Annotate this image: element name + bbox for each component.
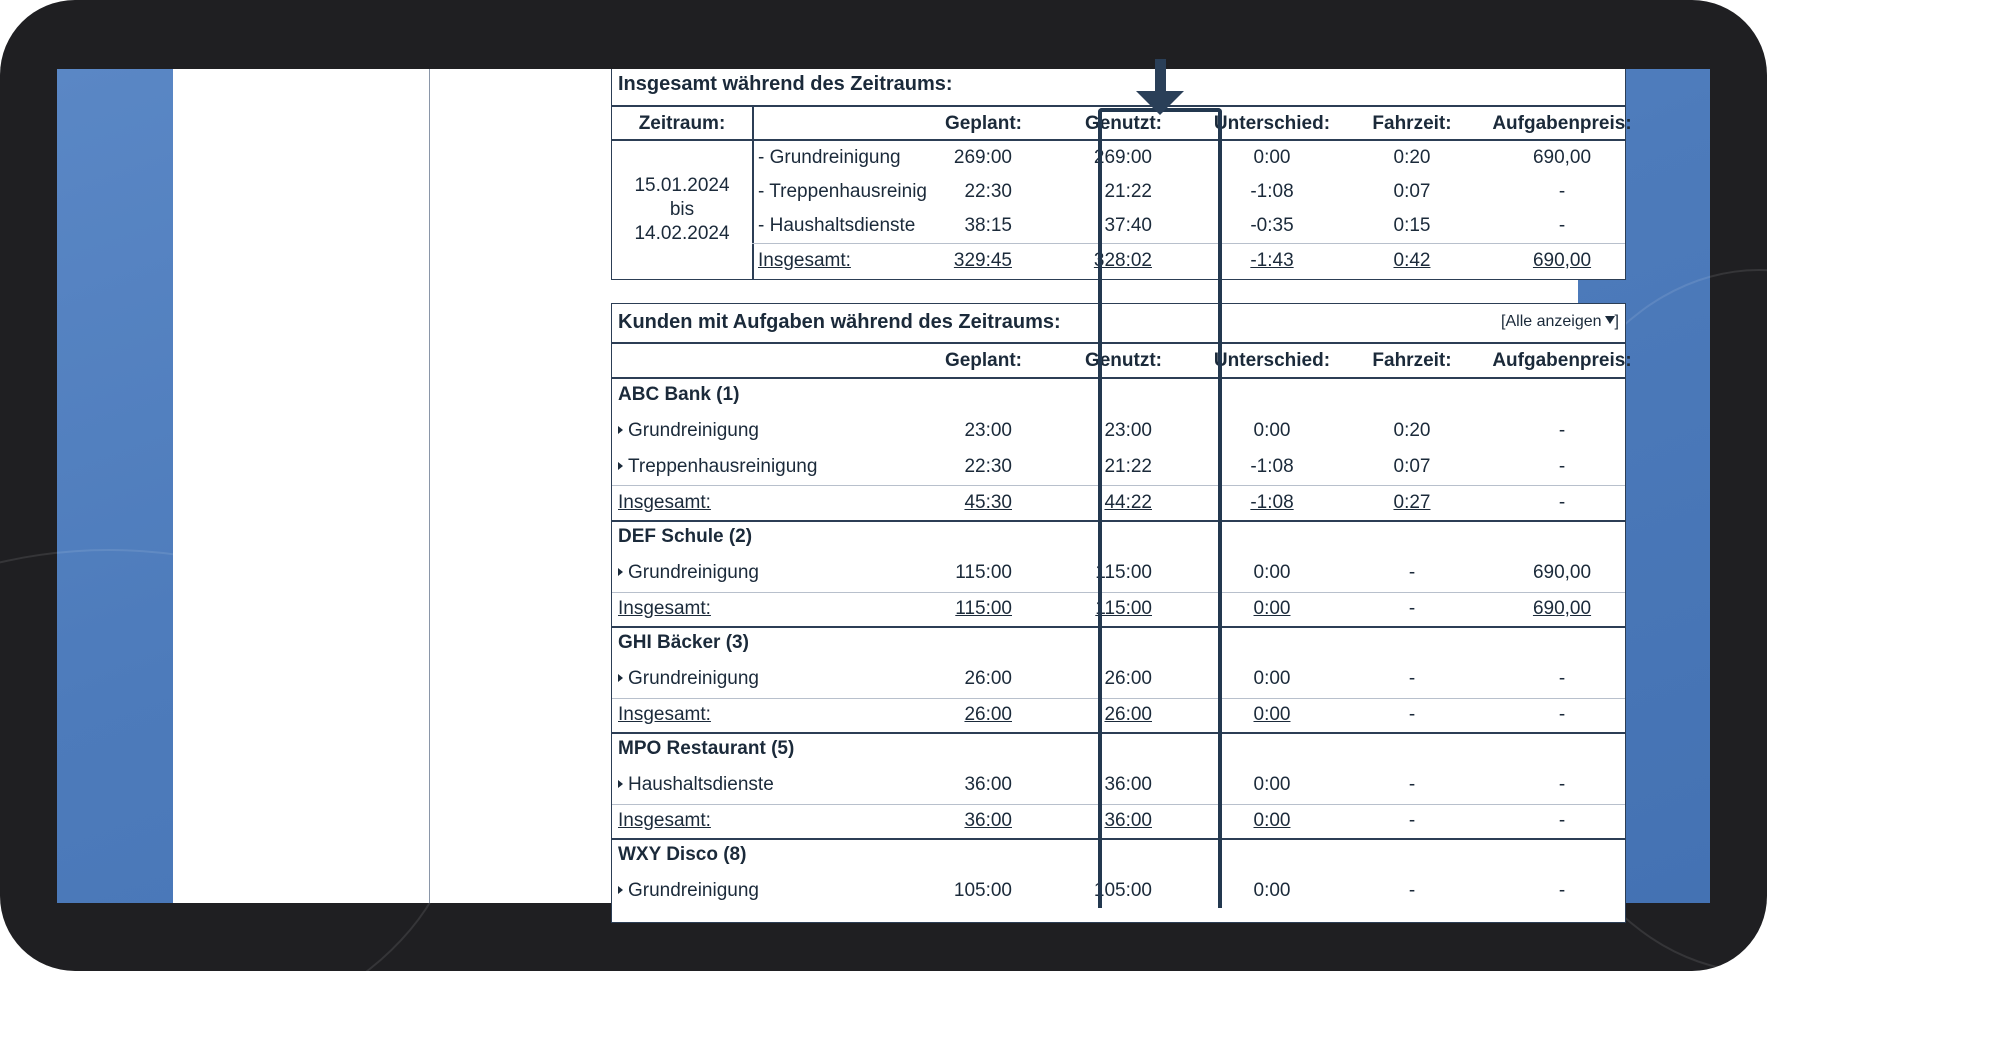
- customer-name: WXY Disco (8): [618, 844, 747, 865]
- expand-arrow-icon[interactable]: [618, 462, 623, 470]
- task-price: -: [1558, 880, 1566, 901]
- period-from: 15.01.2024: [634, 175, 730, 196]
- total-difference[interactable]: -1:08: [1250, 492, 1294, 513]
- total-planned[interactable]: 26:00: [964, 704, 1012, 725]
- summary-total-travel[interactable]: 0:42: [1393, 250, 1431, 271]
- total-price[interactable]: 690,00: [1532, 598, 1592, 619]
- task-difference: 0:00: [1253, 880, 1291, 901]
- summary-row-travel: 0:20: [1393, 147, 1431, 168]
- summary-row-difference: -0:35: [1250, 215, 1294, 236]
- summary-row-name: - Treppenhausreinig: [758, 181, 927, 202]
- task-used: 115:00: [1095, 562, 1152, 583]
- divider: [612, 804, 1625, 805]
- task-planned: 115:00: [955, 562, 1012, 583]
- task-row[interactable]: [618, 420, 759, 442]
- total-label[interactable]: Insgesamt:: [618, 810, 711, 831]
- col-header-price: Aufgabenpreis:: [1492, 350, 1632, 371]
- summary-table: [611, 69, 1632, 280]
- col-header-difference: Unterschied:: [1213, 113, 1331, 134]
- divider: [612, 377, 1625, 379]
- summary-row-price: -: [1558, 215, 1566, 236]
- col-header-difference: Unterschied:: [1213, 350, 1331, 371]
- task-name: Grundreinigung: [628, 880, 759, 901]
- task-planned: 26:00: [964, 668, 1012, 689]
- divider: [612, 485, 1625, 486]
- summary-row-planned: 269:00: [953, 147, 1012, 168]
- summary-total-price[interactable]: 690,00: [1532, 250, 1592, 271]
- total-label[interactable]: Insgesamt:: [618, 598, 711, 619]
- total-planned[interactable]: 115:00: [955, 598, 1012, 619]
- customer-name: MPO Restaurant (5): [618, 738, 795, 759]
- task-planned: 23:00: [964, 420, 1012, 441]
- summary-row-difference: -1:08: [1250, 181, 1294, 202]
- col-header-planned: Geplant:: [944, 113, 1022, 134]
- summary-row-difference: 0:00: [1253, 147, 1291, 168]
- task-row[interactable]: [618, 562, 759, 584]
- divider: [752, 243, 1625, 244]
- col-header-price: Aufgabenpreis:: [1492, 113, 1632, 134]
- task-travel: -: [1408, 668, 1416, 689]
- caret-down-icon: [1605, 316, 1615, 324]
- total-planned[interactable]: 36:00: [964, 810, 1012, 831]
- summary-title: Insgesamt während des Zeitraums:: [618, 73, 953, 95]
- divider: [612, 698, 1625, 699]
- expand-arrow-icon[interactable]: [618, 674, 623, 682]
- summary-row-travel: 0:07: [1393, 181, 1431, 202]
- task-price: -: [1558, 774, 1566, 795]
- total-price: -: [1558, 492, 1566, 513]
- summary-row-used: 37:40: [1104, 215, 1152, 236]
- task-difference: -1:08: [1250, 456, 1294, 477]
- show-all-label: [Alle anzeigen: [1501, 313, 1602, 330]
- task-row[interactable]: [618, 456, 817, 478]
- expand-arrow-icon[interactable]: [618, 426, 623, 434]
- task-difference: 0:00: [1253, 420, 1291, 441]
- period-to: 14.02.2024: [634, 223, 730, 244]
- total-travel: -: [1408, 810, 1416, 831]
- total-planned[interactable]: 45:30: [964, 492, 1012, 513]
- summary-row-price: 690,00: [1532, 147, 1592, 168]
- expand-arrow-icon[interactable]: [618, 568, 623, 576]
- customer-name: DEF Schule (2): [618, 526, 753, 547]
- divider: [612, 838, 1625, 840]
- task-travel: -: [1408, 774, 1416, 795]
- task-name: Grundreinigung: [628, 668, 759, 689]
- task-difference: 0:00: [1253, 668, 1291, 689]
- task-row[interactable]: [618, 774, 774, 796]
- total-price: -: [1558, 704, 1566, 725]
- period-separator: bis: [669, 199, 695, 220]
- task-used: 36:00: [1104, 774, 1152, 795]
- task-price: -: [1558, 456, 1566, 477]
- report-page: [173, 69, 1632, 903]
- show-all-dropdown[interactable]: [1501, 313, 1619, 331]
- col-header-travel: Fahrzeit:: [1372, 113, 1452, 134]
- divider: [612, 520, 1625, 522]
- divider: [612, 342, 1625, 344]
- total-travel[interactable]: 0:27: [1393, 492, 1431, 513]
- task-travel: -: [1408, 880, 1416, 901]
- task-used: 105:00: [1093, 880, 1152, 901]
- summary-total-planned[interactable]: 329:45: [953, 250, 1012, 271]
- task-name: Haushaltsdienste: [628, 774, 774, 795]
- total-label[interactable]: Insgesamt:: [618, 492, 711, 513]
- col-header-used: Genutzt:: [1084, 113, 1162, 134]
- summary-total-label[interactable]: Insgesamt:: [758, 250, 851, 271]
- show-all-close: ]: [1614, 313, 1619, 330]
- divider: [612, 105, 1625, 107]
- summary-row-used: 21:22: [1104, 181, 1152, 202]
- task-price: -: [1558, 420, 1566, 441]
- customers-title: Kunden mit Aufgaben während des Zeitraums:: [618, 311, 1061, 333]
- task-name: Treppenhausreinigung: [628, 456, 818, 477]
- task-travel: 0:07: [1393, 456, 1431, 477]
- divider: [612, 626, 1625, 628]
- task-planned: 36:00: [964, 774, 1012, 795]
- total-label[interactable]: Insgesamt:: [618, 704, 711, 725]
- task-name: Grundreinigung: [628, 420, 759, 441]
- total-travel: -: [1408, 704, 1416, 725]
- summary-row-price: -: [1558, 181, 1566, 202]
- desktop-background: [57, 69, 1710, 903]
- task-price: -: [1558, 668, 1566, 689]
- divider: [612, 139, 1625, 141]
- total-travel: -: [1408, 598, 1416, 619]
- task-difference: 0:00: [1253, 562, 1291, 583]
- task-name: Grundreinigung: [628, 562, 759, 583]
- divider: [752, 105, 754, 280]
- total-difference[interactable]: 0:00: [1253, 810, 1291, 831]
- task-row[interactable]: [618, 668, 759, 690]
- divider: [612, 592, 1625, 593]
- task-used: 21:22: [1104, 456, 1152, 477]
- task-planned: 22:30: [964, 456, 1012, 477]
- total-difference[interactable]: 0:00: [1253, 704, 1291, 725]
- task-used: 26:00: [1104, 668, 1152, 689]
- task-planned: 105:00: [953, 880, 1012, 901]
- total-difference[interactable]: 0:00: [1253, 598, 1291, 619]
- summary-total-used[interactable]: 328:02: [1093, 250, 1152, 271]
- col-header-used: Genutzt:: [1084, 350, 1162, 371]
- task-price: 690,00: [1532, 562, 1592, 583]
- total-used[interactable]: 44:22: [1104, 492, 1152, 513]
- total-price: -: [1558, 810, 1566, 831]
- summary-row-planned: 38:15: [964, 215, 1012, 236]
- col-header-travel: Fahrzeit:: [1372, 350, 1452, 371]
- down-arrow-head-icon: [1136, 91, 1184, 115]
- total-used[interactable]: 26:00: [1104, 704, 1152, 725]
- col-header-planned: Geplant:: [944, 350, 1022, 371]
- task-row[interactable]: [618, 880, 759, 902]
- summary-row-planned: 22:30: [964, 181, 1012, 202]
- summary-row-name: - Haushaltsdienste: [758, 215, 916, 236]
- down-arrow-icon: [1155, 59, 1166, 95]
- expand-arrow-icon[interactable]: [618, 886, 623, 894]
- task-difference: 0:00: [1253, 774, 1291, 795]
- total-used[interactable]: 36:00: [1104, 810, 1152, 831]
- summary-row-travel: 0:15: [1393, 215, 1431, 236]
- page-divider: [429, 69, 430, 903]
- summary-total-difference[interactable]: -1:43: [1250, 250, 1294, 271]
- customers-table: [611, 303, 1632, 923]
- expand-arrow-icon[interactable]: [618, 780, 623, 788]
- customer-name: GHI Bäcker (3): [618, 632, 749, 653]
- customer-name: ABC Bank (1): [618, 384, 740, 405]
- summary-row-used: 269:00: [1093, 147, 1152, 168]
- task-used: 23:00: [1104, 420, 1152, 441]
- col-header-period: Zeitraum:: [638, 113, 726, 134]
- divider: [612, 732, 1625, 734]
- summary-row-name: - Grundreinigung: [758, 147, 901, 168]
- total-used[interactable]: 115:00: [1095, 598, 1152, 619]
- task-travel: 0:20: [1393, 420, 1431, 441]
- task-travel: -: [1408, 562, 1416, 583]
